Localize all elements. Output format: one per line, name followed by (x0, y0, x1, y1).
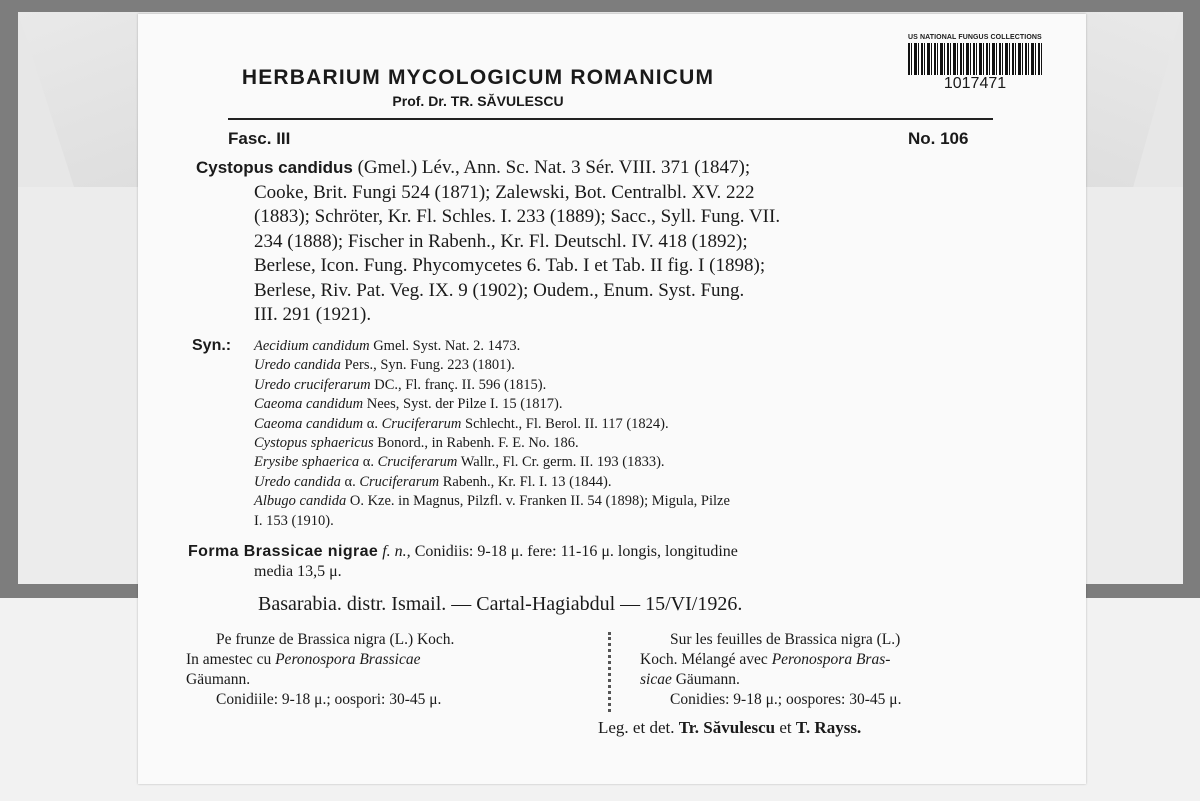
forma-line-1: Forma Brassicae nigrae f. n., Conidiis: 9-18 μ. fere: 11-16 μ. longis, longitudine (188, 543, 738, 560)
label-title: HERBARIUM MYCOLOGICUM ROMANICUM (241, 66, 715, 89)
label-subtitle: Prof. Dr. TR. SĂVULESCU (392, 93, 564, 109)
french-line-2: Koch. Mélangé avec Peronospora Bras- (640, 651, 891, 668)
synonyms-list (254, 337, 1040, 531)
synonym-item: Caeoma candidum α. Cruciferarum Schlecht., Fl. Berol. II. 117 (1824). (254, 415, 669, 432)
romanian-line-1: Pe frunze de Brassica nigra (L.) Koch. (216, 631, 455, 648)
species-line-1: Cystopus candidus (Gmel.) Lév., Ann. Sc. Nat. 3 Sér. VIII. 371 (1847); (196, 157, 751, 178)
synonym-item: Uredo candida Pers., Syn. Fung. 223 (1801). (254, 357, 515, 374)
species-line-7: III. 291 (1921). (254, 304, 372, 325)
species-line-2: Cooke, Brit. Fungi 524 (1871); Zalewski, Bot. Centralbl. XV. 222 (254, 181, 755, 203)
barcode-number: 1017471 (943, 75, 1007, 92)
french-line-3: sicae Gäumann. (640, 671, 740, 688)
synonym-item: Aecidium candidum Gmel. Syst. Nat. 2. 1473. (254, 338, 521, 354)
barcode-sticker (908, 34, 1048, 93)
french-line-4: Conidies: 9-18 μ.; oospores: 30-45 μ. (670, 691, 902, 708)
romanian-note (186, 630, 586, 710)
header-rule (228, 118, 993, 120)
romanian-line-3: Gäumann. (186, 671, 251, 688)
species-line-4: 234 (1888); Fischer in Rabenh., Kr. Fl. Deutschl. IV. 418 (1892); (254, 230, 748, 252)
specimen-number: No. 106 (908, 129, 969, 148)
synonym-item: Uredo cruciferarum DC., Fl. franç. II. 596 (1815). (254, 376, 547, 393)
synonyms-label: Syn.: (192, 337, 232, 354)
barcode-bars (908, 43, 1042, 75)
forma-name: Forma Brassicae nigrae (188, 543, 379, 560)
french-note (640, 630, 1040, 710)
romanian-line-4: Conidiile: 9-18 μ.; oospori: 30-45 μ. (216, 691, 442, 708)
synonym-item: Caeoma candidum Nees, Syst. der Pilze I. 15 (1817). (254, 396, 563, 413)
synonym-item: Albugo candida O. Kze. in Magnus, Pilzfl. v. Franken II. 54 (1898); Migula, Pilze (254, 493, 730, 510)
fascicle: Fasc. III (228, 129, 291, 148)
forma-line-2: media 13,5 μ. (254, 563, 342, 580)
species-line-3: (1883); Schröter, Kr. Fl. Schles. I. 233 (1889); Sacc., Syll. Fung. VII. (254, 206, 781, 227)
species-citation (196, 156, 1036, 328)
synonym-item: Uredo candida α. Cruciferarum Rabenh., Kr. Fl. I. 13 (1844). (254, 473, 612, 490)
french-line-1: Sur les feuilles de Brassica nigra (L.) (670, 631, 901, 648)
locality: Basarabia. distr. Ismail. — Cartal-Hagiabdul — 15/VI/1926. (258, 593, 743, 615)
collectors: Leg. et det. Tr. Săvulescu et T. Rayss. (598, 718, 862, 737)
barcode-collection: US NATIONAL FUNGUS COLLECTIONS (908, 34, 1042, 41)
species-line-5: Berlese, Icon. Fung. Phycomycetes 6. Tab. I et Tab. II fig. I (1898); (254, 255, 766, 276)
species-name: Cystopus candidus (196, 158, 353, 177)
synonym-item: Erysibe sphaerica α. Cruciferarum Wallr., Fl. Cr. germ. II. 193 (1833). (254, 454, 665, 471)
synonym-item: Cystopus sphaericus Bonord., in Rabenh. F. E. No. 186. (254, 435, 579, 452)
envelope-side-left (18, 187, 138, 584)
synonym-item-continuation: I. 153 (1910). (254, 512, 334, 529)
romanian-line-2: In amestec cu Peronospora Brassicae (186, 651, 421, 668)
column-divider (608, 632, 614, 712)
forma-description (188, 542, 1038, 582)
envelope-side-right (1085, 187, 1183, 584)
species-line-6: Berlese, Riv. Pat. Veg. IX. 9 (1902); Oudem., Enum. Syst. Fung. (254, 279, 745, 301)
